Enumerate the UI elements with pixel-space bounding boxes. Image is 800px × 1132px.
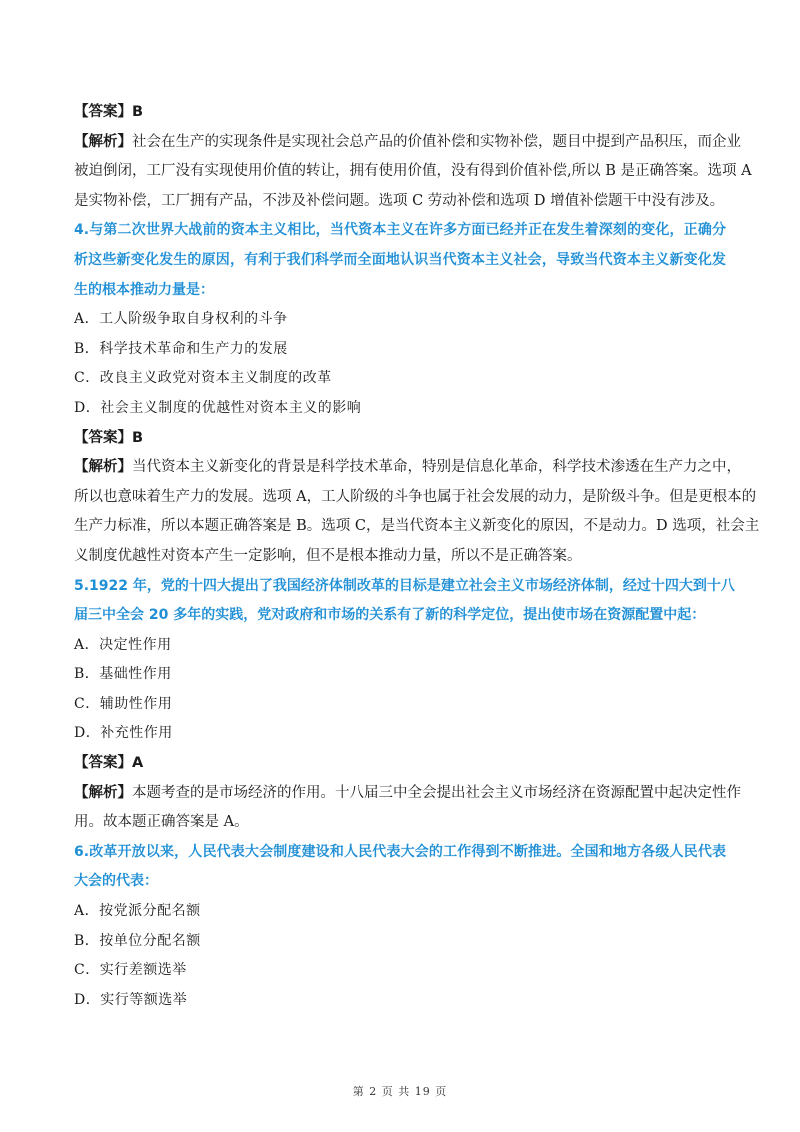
option-b: B．基础性作用 <box>74 666 172 683</box>
analysis-line: 生产力标准，所以本题正确答案是 B。选项 C，是当代资本主义新变化的原因，不是动力。D 选项，社会主 <box>74 518 760 535</box>
question-line: 大会的代表： <box>74 873 158 890</box>
option-c: C．实行差额选举 <box>74 962 187 979</box>
answer-value: B <box>132 104 144 120</box>
question-line: 析这些新变化发生的原因，有利于我们科学而全面地认识当代资本主义社会，导致当代资本主义新变化发 <box>74 251 726 268</box>
option-c: C．辅助性作用 <box>74 695 173 712</box>
option-b: B．科学技术革命和生产力的发展 <box>74 340 288 357</box>
analysis-line: 所以也意味着生产力的发展。选项 A，工人阶级的斗争也属于社会发展的动力，是阶级斗争。但是更根本的 <box>74 488 757 505</box>
analysis-line: 【解析】当代资本主义新变化的背景是科学技术革命，特别是信息化革命，科学技术渗透在生产力之中， <box>74 459 741 476</box>
analysis-label: 【解析】 <box>74 133 132 150</box>
analysis-label: 【解析】 <box>74 459 132 476</box>
analysis-line: 【解析】社会在生产的实现条件是实现社会总产品的价值补偿和实物补偿，题目中提到产品积压，而企业 <box>74 133 741 150</box>
option-a: A．按党派分配名额 <box>74 903 201 920</box>
question-line: 4.与第二次世界大战前的资本主义相比，当代资本主义在许多方面已经并正在发生着深刻的变化，正确分 <box>74 222 726 239</box>
option-d: D．补充性作用 <box>74 725 173 742</box>
option-a: A．工人阶级争取自身权利的斗争 <box>74 311 288 328</box>
page-footer: 第 2 页 共 19 页 <box>352 1085 448 1098</box>
analysis-label: 【解析】 <box>74 784 132 801</box>
answer-value: A <box>132 755 144 772</box>
answer-line <box>74 424 726 454</box>
option-c: C．改良主义政党对资本主义制度的改革 <box>74 370 332 387</box>
answer-line <box>74 749 726 779</box>
option-a: A．决定性作用 <box>74 636 172 653</box>
analysis-line: 义制度优越性对资本产生一定影响，但不是根本推动力量，所以不是正确答案。 <box>74 547 582 564</box>
answer-label: 【答案】 <box>74 429 132 446</box>
answer-label: 【答案】 <box>74 104 132 120</box>
answer-label: 【答案】 <box>74 755 132 772</box>
option-d: D．社会主义制度的优越性对资本主义的影响 <box>74 399 362 416</box>
analysis-line: 是实物补偿，工厂拥有产品，不涉及补偿问题。选项 C 劳动补偿和选项 D 增值补偿题干中没有涉及。 <box>74 192 725 209</box>
question-line: 6.改革开放以来，人民代表大会制度建设和人民代表大会的工作得到不断推进。全国和地方各级人民代表 <box>74 843 726 860</box>
answer-line <box>74 98 726 128</box>
question-line: 生的根本推动力量是： <box>74 281 214 298</box>
option-d: D．实行等额选举 <box>74 991 188 1008</box>
analysis-line: 用。故本题正确答案是 A。 <box>74 814 249 831</box>
analysis-line: 被迫倒闭，工厂没有实现使用价值的转让，拥有使用价值，没有得到价值补偿,所以 B 是正确答案。选项 A <box>74 163 752 180</box>
question-line: 届三中全会 20 多年的实践，党对政府和市场的关系有了新的科学定位，提出使市场在资源配置中起： <box>74 607 706 624</box>
question-line: 5.1922 年，党的十四大提出了我国经济体制改革的目标是建立社会主义市场经济体制，经过十四大到十八 <box>74 577 735 594</box>
answer-value: B <box>132 429 144 446</box>
analysis-line: 【解析】本题考查的是市场经济的作用。十八届三中全会提出社会主义市场经济在资源配置中起决定性作 <box>74 784 741 801</box>
document-page <box>74 98 760 1015</box>
option-b: B．按单位分配名额 <box>74 932 201 949</box>
